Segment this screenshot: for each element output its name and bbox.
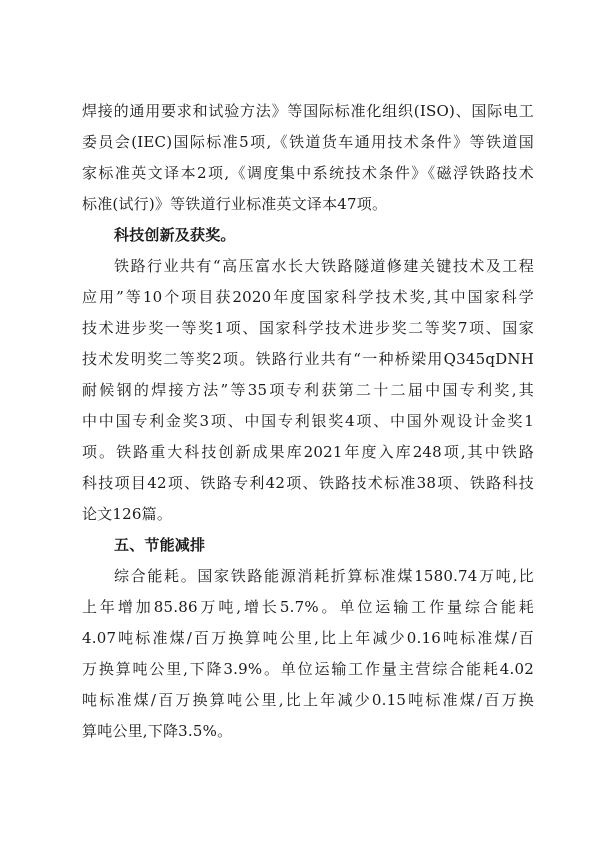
text-line-1: 焊接的通用要求和试验方法》等国际标准化组织(ISO)、国际电工 <box>82 102 534 120</box>
paragraph-awards-line-9: 论文126篇。 <box>82 505 173 523</box>
paragraph-awards-line-2: 应用”等10个项目获2020年度国家科学技术奖,其中国家科学 <box>82 288 534 306</box>
text-line-3: 家标准英文译本2项,《调度集中系统技术条件》《磁浮铁路技术 <box>82 164 534 182</box>
paragraph-awards-line-4: 技术发明奖二等奖2项。铁路行业共有“一种桥梁用Q345qDNH <box>82 350 534 368</box>
section-heading-energy-saving: 五、节能减排 <box>114 536 206 554</box>
paragraph-energy-line-1: 综合能耗。国家铁路能源消耗折算标准煤1580.74万吨,比 <box>114 567 534 585</box>
section-subheading-tech-innovation: 科技创新及获奖。 <box>114 226 236 244</box>
paragraph-energy-line-5: 吨标准煤/百万换算吨公里,比上年减少0.15吨标准煤/百万换 <box>82 691 534 709</box>
paragraph-energy-line-4: 万换算吨公里,下降3.9%。单位运输工作量主营综合能耗4.02 <box>82 660 534 678</box>
paragraph-energy-line-2: 上年增加85.86万吨,增长5.7%。单位运输工作量综合能耗 <box>82 598 534 616</box>
paragraph-awards-line-3: 技术进步奖一等奖1项、国家科学技术进步奖二等奖7项、国家 <box>82 319 534 337</box>
paragraph-awards-line-7: 项。铁路重大科技创新成果库2021年度入库248项,其中铁路 <box>82 443 534 461</box>
text-line-4: 标准(试行)》等铁道行业标准英文译本47项。 <box>82 195 388 213</box>
text-line-2: 委员会(IEC)国际标准5项,《铁道货车通用技术条件》等铁道国 <box>82 133 534 151</box>
paragraph-energy-line-6: 算吨公里,下降3.5%。 <box>82 722 233 740</box>
paragraph-awards-line-1: 铁路行业共有“高压富水长大铁路隧道修建关键技术及工程 <box>114 257 534 275</box>
paragraph-awards-line-8: 科技项目42项、铁路专利42项、铁路技术标准38项、铁路科技 <box>82 474 534 492</box>
paragraph-awards-line-6: 中中国专利金奖3项、中国专利银奖4项、中国外观设计金奖1 <box>82 412 534 430</box>
paragraph-awards-line-5: 耐候钢的焊接方法”等35项专利获第二十二届中国专利奖,其 <box>82 381 534 399</box>
paragraph-energy-line-3: 4.07吨标准煤/百万换算吨公里,比上年减少0.16吨标准煤/百 <box>82 629 534 647</box>
